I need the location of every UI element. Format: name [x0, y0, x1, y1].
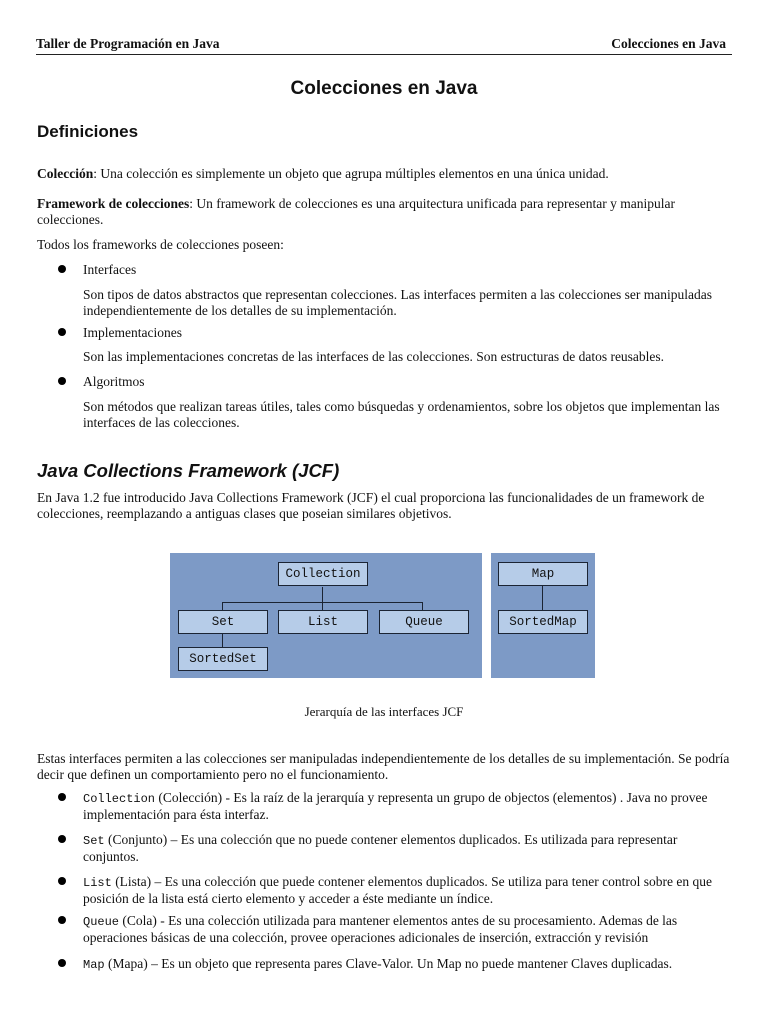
node-sortedset: SortedSet: [178, 647, 268, 671]
list-item-label: Algoritmos: [83, 374, 145, 389]
list-item: [83, 913, 733, 946]
node-set: Set: [178, 610, 268, 634]
bullet-icon: [58, 374, 68, 384]
list-item-text: (Colección) - Es la raíz de la jerarquía y representa un grupo de objectos (elementos) . Java no provee implementación para ésta interfaz.: [83, 790, 708, 822]
bullet-icon: [58, 956, 68, 966]
bullet-icon: [58, 913, 68, 923]
connector-line: [222, 634, 223, 647]
list-item-text: (Conjunto) – Es una colección que no puede contener elementos duplicados. Es utilizada para representar conjuntos.: [83, 832, 678, 864]
section-heading-definiciones: Definiciones: [37, 122, 139, 141]
list-item-text: (Mapa) – Es un objeto que representa pares Clave-Valor. Un Map no puede mantener Claves duplicadas.: [104, 956, 673, 971]
node-map: Map: [498, 562, 588, 586]
header-chapter-title: Colecciones en Java: [611, 36, 726, 51]
code-list: List: [83, 876, 112, 890]
definition-framework-text: : Un framework de colecciones es una arquitectura unificada para representar y manipular colecciones.: [37, 196, 675, 227]
code-queue: Queue: [83, 915, 120, 929]
definition-coleccion: [37, 166, 731, 182]
list-item: [83, 956, 733, 973]
diagram-caption: Jerarquía de las interfaces JCF: [304, 704, 464, 719]
frameworks-intro: Todos los frameworks de colecciones poseen:: [37, 237, 284, 252]
page-title: Colecciones en Java: [290, 78, 478, 99]
term-coleccion: Colección: [37, 166, 94, 181]
jcf-intro: En Java 1.2 fue introducido Java Collections Framework (JCF) el cual proporciona las funcionalidades de un framework de colecciones, reemplazando a antiguas clases que poseian similares objetivos.: [37, 490, 705, 521]
node-collection: Collection: [278, 562, 368, 586]
list-item-label: Implementaciones: [83, 325, 182, 340]
code-collection: Collection: [83, 792, 156, 806]
bullet-icon: [58, 832, 68, 842]
definition-framework: [37, 196, 731, 228]
list-item-description: Son las implementaciones concretas de las interfaces de las colecciones. Son estructuras de datos reusables.: [83, 349, 665, 364]
collection-hierarchy-panel: [170, 553, 482, 678]
list-item-description: Son tipos de datos abstractos que representan colecciones. Las interfaces permiten a las colecciones ser manipuladas independientemente de los detalles de su implementación.: [83, 287, 713, 318]
connector-line: [322, 587, 323, 603]
map-hierarchy-panel: [491, 553, 595, 678]
term-framework: Framework de colecciones: [37, 196, 190, 211]
node-queue: Queue: [379, 610, 469, 634]
connector-line: [322, 602, 323, 610]
list-item: [83, 874, 733, 907]
page-header: [36, 36, 732, 55]
node-list: List: [278, 610, 368, 634]
list-item-text: (Lista) – Es una colección que puede contener elementos duplicados. Se utiliza para tener control sobre en que posición de la lista está cierto elemento y acceder a éste mediante un índice.: [83, 874, 712, 906]
list-item-description: Son métodos que realizan tareas útiles, tales como búsquedas y ordenamientos, sobre los objetos que implementan las interfaces de las colecciones.: [83, 399, 720, 430]
bullet-icon: [58, 262, 68, 272]
header-course-title: Taller de Programación en Java: [36, 36, 220, 51]
connector-line: [422, 602, 423, 610]
list-item: [83, 790, 733, 823]
interfaces-explanation: Estas interfaces permiten a las colecciones ser manipuladas independientemente de los detalles de su implementación. Se podría decir que definen un comportamiento pero no el funcionamiento.: [37, 751, 730, 782]
connector-line: [542, 586, 543, 610]
list-item-label: Interfaces: [83, 262, 137, 277]
bullet-icon: [58, 874, 68, 884]
list-item: [83, 832, 733, 865]
section-heading-jcf: Java Collections Framework (JCF): [37, 460, 340, 481]
definition-coleccion-text: : Una colección es simplemente un objeto que agrupa múltiples elementos en una única unidad.: [93, 166, 609, 181]
list-item-text: (Cola) - Es una colección utilizada para mantener elementos antes de su procesamiento. Ademas de las operaciones básicas de una colección, provee operaciones adicionales de inserción, extracción y revisión: [83, 913, 678, 945]
connector-line: [222, 602, 223, 610]
bullet-icon: [58, 325, 68, 335]
node-sortedmap: SortedMap: [498, 610, 588, 634]
code-map: Map: [83, 958, 105, 972]
bullet-icon: [58, 790, 68, 800]
code-set: Set: [83, 834, 105, 848]
